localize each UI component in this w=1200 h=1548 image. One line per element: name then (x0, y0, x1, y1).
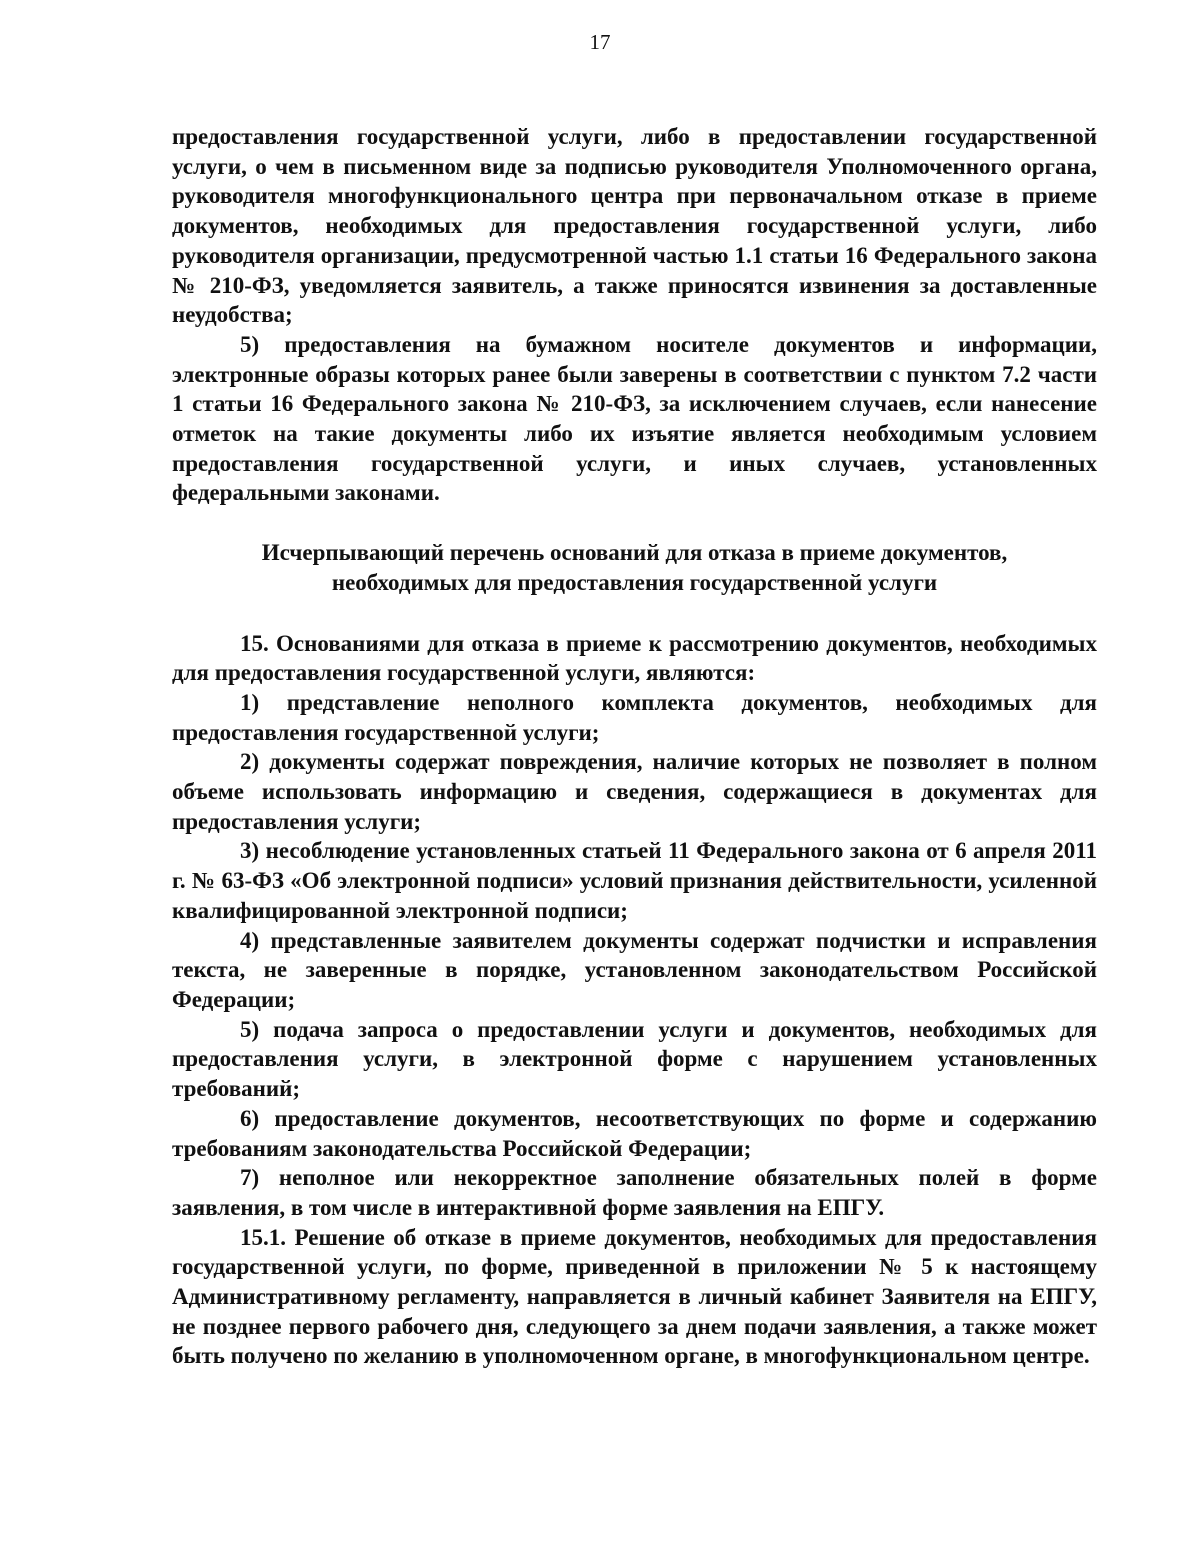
section-heading-line-2: необходимых для предоставления государственной услуги (331, 569, 938, 595)
section-heading-line-1: Исчерпывающий перечень оснований для отказа в приеме документов, (261, 540, 1008, 566)
paragraph-ground-4: 4) представленные заявителем документы содержат подчистки и исправления текста, не заверенные в порядке, установленном законодательством Российской Федерации; (172, 927, 1097, 1012)
paragraph-ground-1: 1) представление неполного комплекта документов, необходимых для предоставления государственной услуги; (172, 689, 1097, 745)
section-heading (172, 538, 1097, 597)
document-body (172, 122, 1097, 1371)
paragraph-ground-5: 5) подача запроса о предоставлении услуги и документов, необходимых для предоставления услуги, в электронной форме с нарушением установленных требований; (172, 1016, 1097, 1102)
paragraph-15-grounds: 15. Основаниями для отказа в приеме к рассмотрению документов, необходимых для предоставления государственной услуги, являются: (172, 630, 1097, 686)
paragraph-ground-6: 6) предоставление документов, несоответствующих по форме и содержанию требованиям законодательства Российской Федерации; (172, 1105, 1097, 1161)
paragraph-refusal-continuation: предоставления государственной услуги, либо в предоставлении государственной услуги, о чем в письменном виде за подписью руководителя Уполномоченного органа, руководителя многофункционального центра при первоначальном отказе в приеме документов, необходимых для предоставления государственной услуги, либо руководителя организации, предусмотренной частью 1.1 статьи 16 Федерального закона № 210-ФЗ, уведомляется заявитель, а также приносятся извинения за доставленные неудобства; (172, 124, 1097, 328)
page-number: 17 (589, 30, 611, 54)
paragraph-ground-2: 2) документы содержат повреждения, наличие которых не позволяет в полном объеме использовать информацию и сведения, содержащиеся в документах для предоставления услуги; (172, 749, 1097, 834)
paragraph-15-1-decision: 15.1. Решение об отказе в приеме документов, необходимых для предоставления государственной услуги, по форме, приведенной в приложении № 5 к настоящему Административному регламенту, направляется в личный кабинет Заявителя на ЕПГУ, не позднее первого рабочего дня, следующего за днем подачи заявления, а также может быть получено по желанию в уполномоченном органе, в многофункциональном центре. (172, 1224, 1097, 1369)
paragraph-ground-7: 7) неполное или некорректное заполнение обязательных полей в форме заявления, в том числе в интерактивной форме заявления на ЕПГУ. (172, 1165, 1097, 1220)
paragraph-item-5-paper-documents: 5) предоставления на бумажном носителе документов и информации, электронные образы которых ранее были заверены в соответствии с пунктом 7.2 части 1 статьи 16 Федерального закона № 210-ФЗ, за исключением случаев, если нанесение отметок на такие документы либо их изъятие является необходимым условием предоставления государственной услуги, и иных случаев, установленных федеральными законами. (172, 331, 1097, 506)
paragraph-ground-3: 3) несоблюдение установленных статьей 11 Федерального закона от 6 апреля 2011 г. № 63-ФЗ «Об электронной подписи» условий признания действительности, усиленной квалифицированной электронной подписи; (172, 838, 1097, 923)
